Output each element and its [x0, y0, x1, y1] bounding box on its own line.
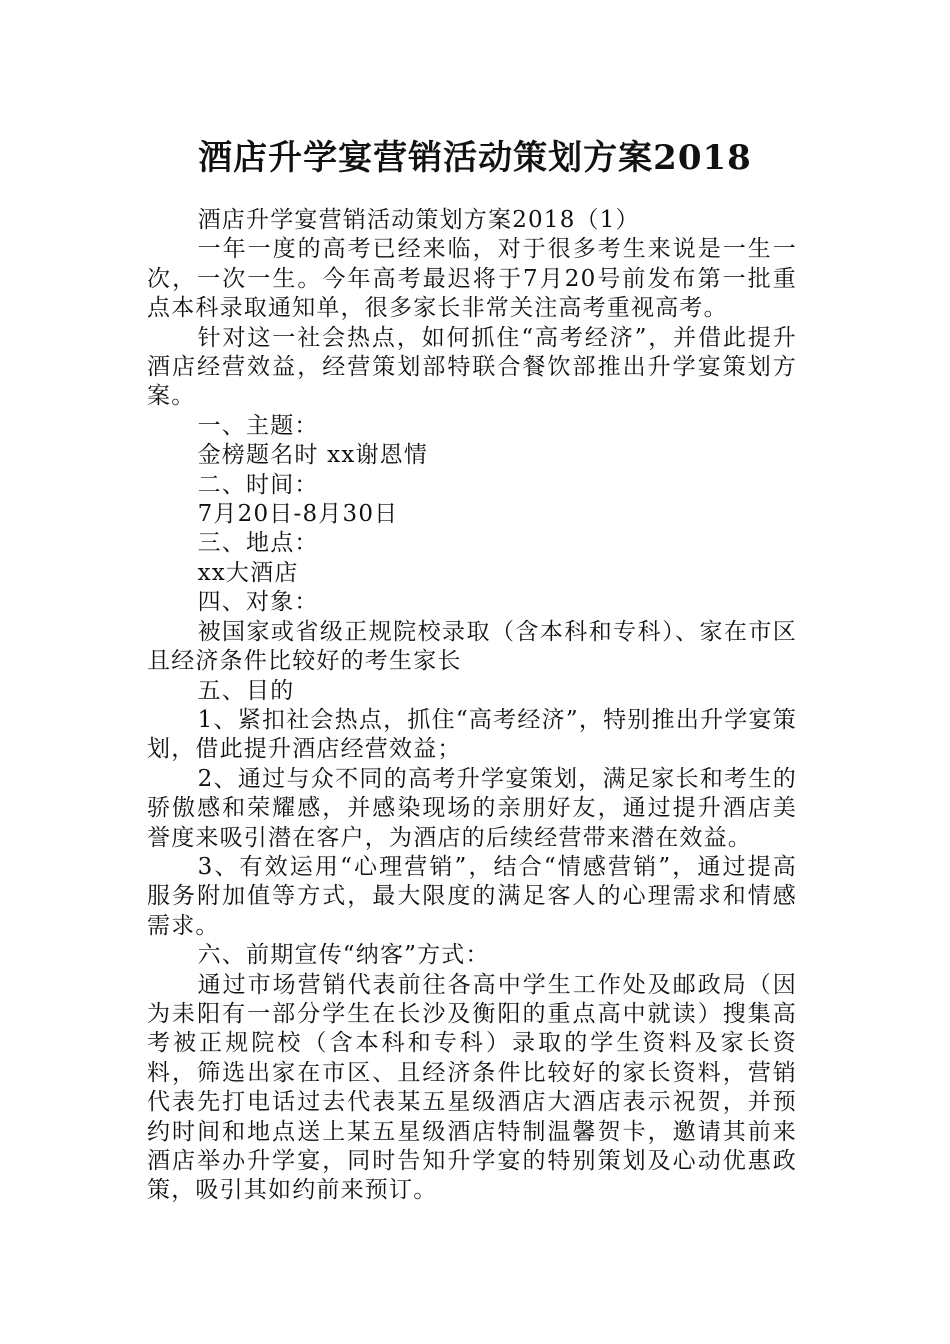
paragraph-subtitle: 酒店升学宴营销活动策划方案2018（1） [197, 207, 640, 233]
promotion-text: 通过市场营销代表前往各高中学生工作处及邮政局（因为耒阳有一部分学生在长沙及衡阳的重点高中就读）搜集高考被正规院校（含本科和专科）录取的学生资料及家长资料，筛选出家在市区、且经济条件比较好的家长资料，营销代表先打电话过去代表某五星级酒店大酒店表示祝贺，并预约时间和地点送上某五星级酒店特制温馨贺卡，邀请其前来酒店举办升学宴，同时告知升学宴的特别策划及心动优惠政策，吸引其如约前来预订。 [147, 971, 797, 1204]
purpose-item-1: 1、紧扣社会热点，抓住“高考经济”，特别推出升学宴策划，借此提升酒店经营效益； [147, 706, 797, 763]
document-body [147, 206, 797, 1206]
paragraph-background: 针对这一社会热点，如何抓住“高考经济”，并借此提升酒店经营效益，经营策划部特联合餐饮部推出升学宴策划方案。 [147, 324, 797, 410]
time-text: 7月20日-8月30日 [197, 501, 399, 528]
section-heading-theme: 一、主题： [197, 412, 319, 439]
location-text: xx大酒店 [197, 559, 299, 586]
section-heading-time: 二、时间： [197, 471, 319, 498]
document-title: 酒店升学宴营销活动策划方案2018 [198, 138, 752, 178]
paragraph-intro: 一年一度的高考已经来临，对于很多考生来说是一生一次，一次一生。今年高考最迟将于7月20号前发布第一批重点本科录取通知单，很多家长非常关注高考重视高考。 [147, 236, 797, 322]
section-heading-audience: 四、对象： [197, 589, 319, 616]
audience-text: 被国家或省级正规院校录取（含本科和专科）、家在市区且经济条件比较好的考生家长 [147, 618, 797, 675]
theme-text: 金榜题名时 xx谢恩情 [197, 442, 429, 469]
purpose-item-2: 2、通过与众不同的高考升学宴策划，满足家长和考生的骄傲感和荣耀感，并感染现场的亲朋好友，通过提升酒店美誉度来吸引潜在客户，为酒店的后续经营带来潜在效益。 [147, 765, 797, 851]
section-heading-location: 三、地点： [197, 530, 319, 557]
section-heading-purpose: 五、目的 [197, 677, 295, 704]
section-heading-promotion: 六、前期宣传“纳客”方式： [197, 942, 490, 969]
purpose-item-3: 3、有效运用“心理营销”，结合“情感营销”，通过提高服务附加值等方式，最大限度的满足客人的心理需求和情感需求。 [147, 853, 797, 939]
